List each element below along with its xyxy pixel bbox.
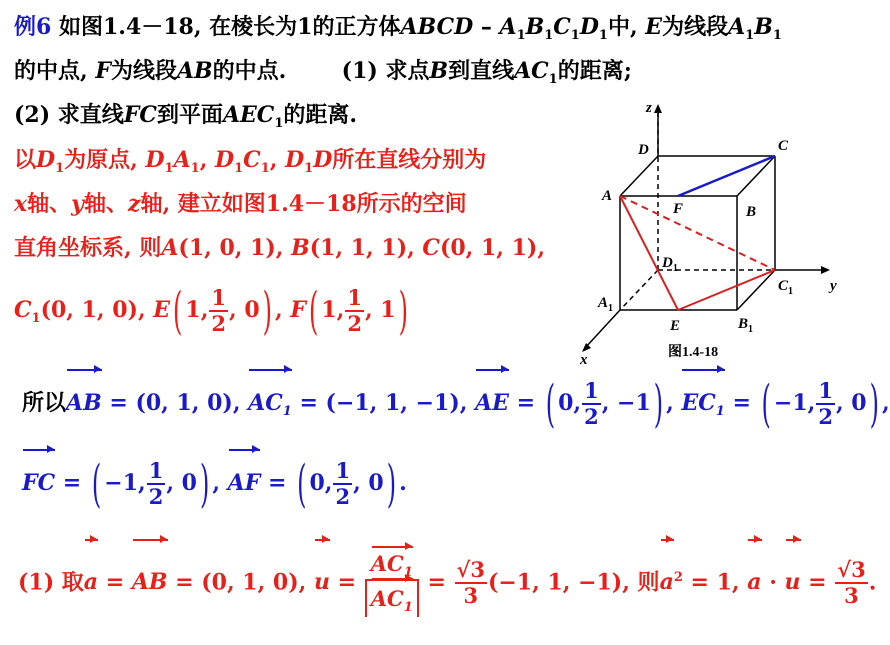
label-D: D	[638, 142, 649, 158]
label-B: B	[746, 204, 757, 220]
label-F: F	[673, 201, 684, 217]
segment-E-C1	[678, 270, 775, 310]
segment-A-E	[620, 196, 678, 310]
x-axis-dashed	[620, 270, 658, 310]
vectors-line-1: 所以AB = (0, 1, 0), $AC_1 = (-1$, 1, −1), AE = ( 0, $\frac{1}{2}$ , −1 ) , $EC_1$ = ( −1, $\frac{1}{2}$ , 0 ) ,	[22, 372, 890, 434]
label-A1: $A_1$	[598, 295, 614, 314]
cube-figure	[580, 100, 842, 368]
x-axis-arrow	[582, 343, 591, 352]
edge-B1-C1	[737, 270, 775, 310]
z-axis-arrow	[654, 104, 662, 113]
segment-F-C	[678, 156, 775, 196]
solution-line-2: x轴、y轴、z轴, 建立如图1.4－18所示的空间	[14, 191, 467, 217]
problem-line-1: 例6 如图1.4－18, 在棱长为1的正方体ABCD – $A_1B_1C_1D_1$中, E为线段$A_1B_1$	[14, 14, 782, 43]
edge-B-C	[737, 156, 775, 196]
label-D1: $D_1$	[662, 255, 678, 274]
figure-caption: 图1.4-18	[668, 345, 719, 360]
label-B1: $B_1$	[738, 316, 754, 335]
solution-line-1: 以$D_1$为原点, $D_1A_1$, $D_1C_1$, $D_1D$所在直线分别为	[14, 147, 487, 176]
label-x: x	[580, 352, 588, 368]
label-C: C	[778, 138, 789, 154]
vectors-line-2: FC = ( −1, $\frac{1}{2}$ , 0 ) , AF = ( 0, $\frac{1}{2}$ , 0 ) .	[22, 452, 407, 514]
solution-line-4: $C_1(0$, 1, 0), E ( 1, $\frac{1}{2}$ , 0 ) , F ( 1, $\frac{1}{2}$ , 1 )	[14, 281, 408, 341]
example-label: 例6	[14, 14, 52, 40]
label-A: A	[602, 188, 613, 204]
solution-line-3: 直角坐标系, 则A(1, 0, 1), B(1, 1, 1), C(0, 1, 1),	[14, 235, 545, 261]
y-axis-arrow	[821, 266, 830, 274]
problem-line-2: 的中点, F为线段AB的中点. (1) 求点B到直线$AC_1$的距离;	[14, 58, 632, 87]
problem-line-3: (2) 求直线FC到平面$AEC_1$的距离.	[14, 102, 358, 131]
part1-line: (1) 取a = AB = (0, 1, 0), u = $\frac{AC_1}{AC_1}$ = $\frac{√3}{3}$ (−1, 1, −1), 则$a^2 = 1$, a · u = $\frac{√3}{3}$ .	[18, 538, 876, 618]
label-y: y	[830, 278, 837, 294]
label-E: E	[670, 318, 681, 334]
edge-A-D	[620, 156, 658, 196]
label-C1: $C_1$	[778, 278, 794, 297]
label-z: z	[646, 100, 652, 116]
x-axis	[585, 310, 620, 348]
